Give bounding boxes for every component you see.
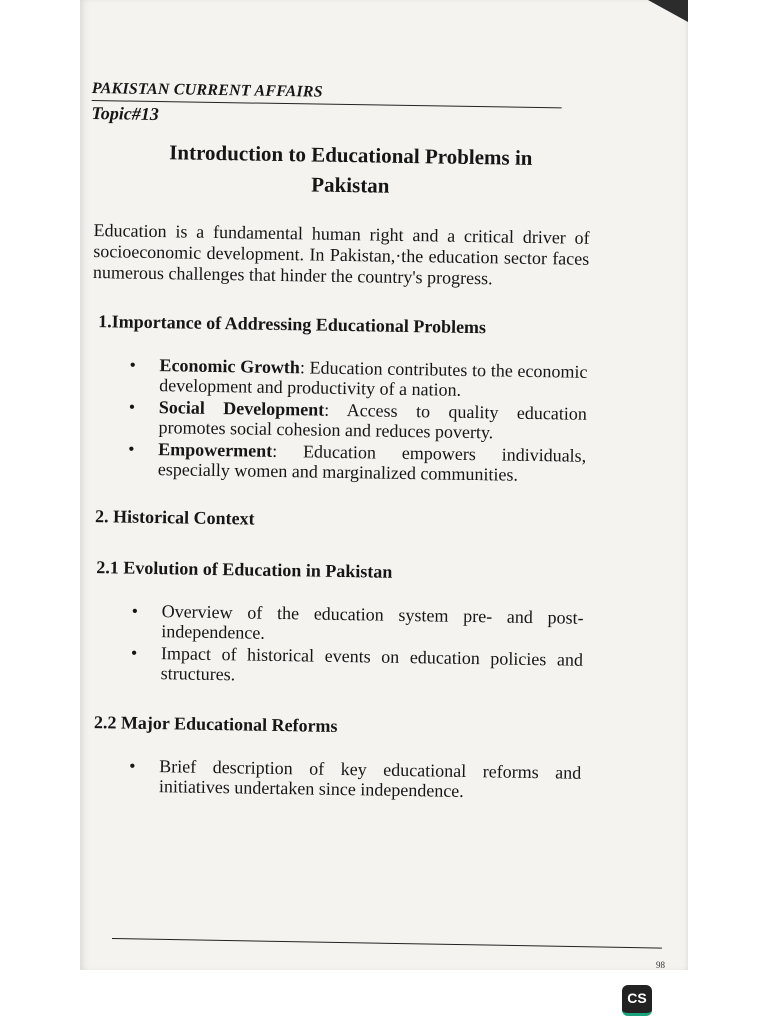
list-item: • Brief description of key educational reforms and initiatives undertaken since independence. (159, 756, 582, 803)
section-2-2-heading: 2.2 Major Educational Reforms (93, 712, 338, 736)
list-item (158, 439, 587, 486)
topic-label: Topic#13 (91, 102, 159, 125)
list-item (158, 397, 587, 444)
list-item-term: Social Development (158, 397, 325, 420)
section-1-list (86, 354, 588, 486)
page-title: Introduction to Educational Problems in Pakistan (169, 140, 533, 198)
camscanner-badge-icon: CS (622, 985, 652, 1016)
section-2-2-list (81, 755, 582, 803)
intro-paragraph: Education is a fundamental human right and a critical driver of socioeconomic development. In Pakistan,·the education sector faces numerous challenges that hinder the country's progress. (92, 220, 590, 289)
section-1-heading: 1.Importance of Addressing Educational Problems (98, 311, 487, 338)
running-title: PAKISTAN CURRENT AFFAIRS (91, 80, 323, 101)
section-2-heading: 2. Historical Context (94, 506, 255, 529)
list-item (159, 355, 588, 402)
list-item: • Impact of historical events on education policies and structures. (161, 643, 584, 690)
list-item: • Overview of the education system pre- and post-independence. (161, 601, 584, 648)
section-2-1-heading: 2.1 Evolution of Education in Pakistan (96, 557, 393, 582)
page-number: 98 (656, 960, 665, 970)
document-content (81, 80, 592, 805)
list-item-text: : Education empowers individuals, especially women and marginalized communities. (157, 440, 587, 485)
list-item-text: : Access to quality education promotes social cohesion and reduces poverty. (158, 399, 587, 443)
list-item-text: : Education contributes to the economic development and productivity of a nation. (159, 357, 588, 400)
list-item-term: Economic Growth (159, 355, 301, 378)
section-2-1-list (83, 600, 584, 690)
list-item-term: Empowerment (158, 439, 273, 461)
page-corner-shadow (648, 0, 688, 22)
